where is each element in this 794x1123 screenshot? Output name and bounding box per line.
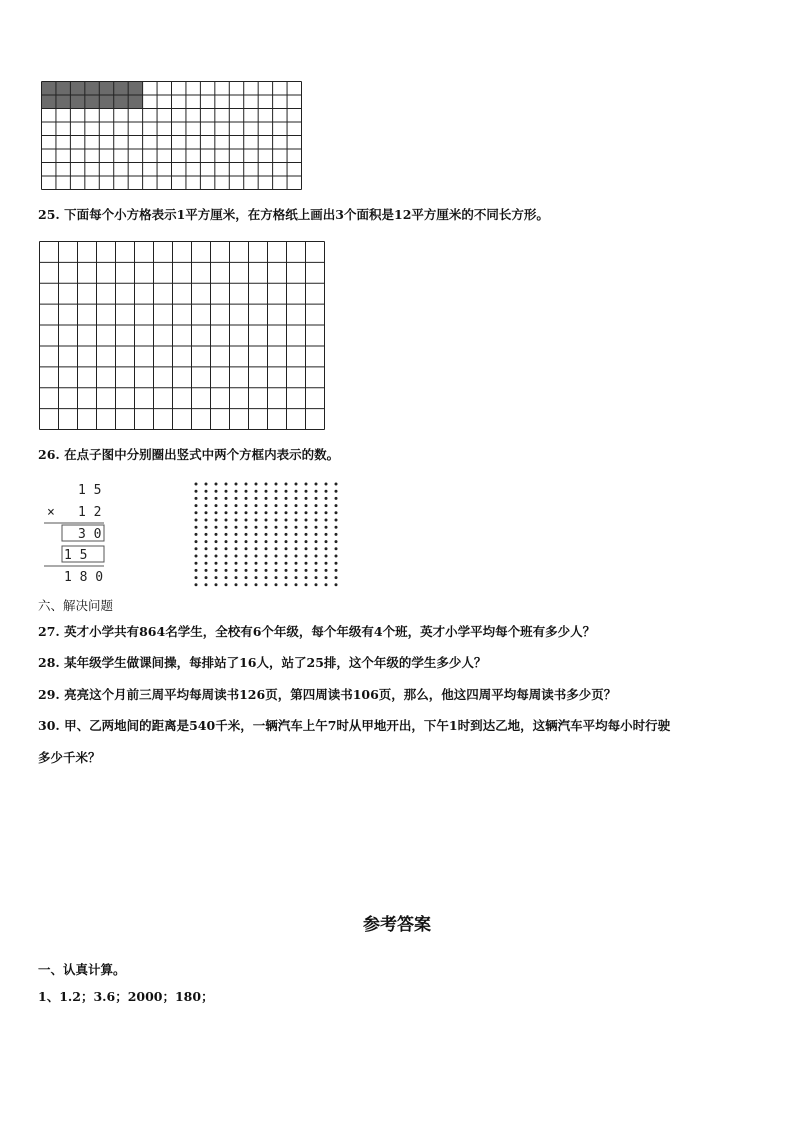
dot: [275, 497, 278, 500]
dot: [315, 583, 318, 586]
dot: [255, 555, 258, 558]
dot: [225, 511, 228, 514]
dot: [195, 569, 198, 572]
dot: [225, 583, 228, 586]
dot: [305, 562, 308, 565]
dot: [265, 490, 268, 493]
dot: [335, 562, 338, 565]
dot: [295, 497, 298, 500]
dot: [225, 504, 228, 507]
question-26: [38, 446, 339, 464]
dot: [245, 562, 248, 565]
dot: [245, 511, 248, 514]
dot: [305, 555, 308, 558]
dot: [325, 490, 328, 493]
dot: [195, 555, 198, 558]
question-25: [38, 206, 549, 224]
dot: [315, 490, 318, 493]
question-29: [38, 686, 616, 704]
dot: [245, 483, 248, 486]
dot: [195, 526, 198, 529]
question-30: [38, 717, 670, 735]
dot: [215, 583, 218, 586]
dot: [325, 526, 328, 529]
dot: [215, 497, 218, 500]
dot: [195, 583, 198, 586]
dot: [255, 497, 258, 500]
dot: [315, 504, 318, 507]
q24-shaded-grid: [41, 81, 303, 191]
dot: [295, 583, 298, 586]
dot: [305, 526, 308, 529]
dot: [265, 569, 268, 572]
question-27: [38, 623, 595, 641]
dot: [235, 576, 238, 579]
dot: [215, 547, 218, 550]
dot: [275, 576, 278, 579]
dot: [205, 583, 208, 586]
dot: [225, 540, 228, 543]
dot: [295, 526, 298, 529]
dot: [305, 497, 308, 500]
dot: [235, 526, 238, 529]
dot: [265, 583, 268, 586]
dot: [255, 519, 258, 522]
dot: [215, 526, 218, 529]
dot: [305, 576, 308, 579]
dot: [225, 490, 228, 493]
dot: [235, 562, 238, 565]
calc-multiply-sign: ×: [47, 505, 55, 520]
dot: [285, 555, 288, 558]
dot: [225, 576, 228, 579]
dot: [225, 562, 228, 565]
question-30-line2: 多少千米？: [38, 750, 101, 765]
dot: [305, 533, 308, 536]
calc-multiplier: 1 2: [78, 505, 102, 520]
dot: [255, 547, 258, 550]
dot: [255, 533, 258, 536]
dot: [235, 555, 238, 558]
dot: [215, 504, 218, 507]
dot: [195, 497, 198, 500]
dot: [195, 483, 198, 486]
dot: [315, 540, 318, 543]
dot: [215, 483, 218, 486]
dot: [205, 562, 208, 565]
dot: [305, 483, 308, 486]
dot: [265, 562, 268, 565]
dot: [195, 576, 198, 579]
dot: [215, 555, 218, 558]
dot: [275, 555, 278, 558]
question-26-text: 在点子图中分别圈出竖式中两个方框内表示的数。: [64, 447, 340, 462]
dot: [235, 504, 238, 507]
dot: [275, 504, 278, 507]
dot: [285, 583, 288, 586]
dot: [245, 547, 248, 550]
dot: [205, 576, 208, 579]
dot: [325, 497, 328, 500]
question-30-text-line1: 甲、乙两地间的距离是540千米，一辆汽车上午7时从甲地开出，下午1时到达乙地，这辆汽车平均每小时行驶: [64, 718, 671, 733]
calc-box-2-value: 1 5: [64, 548, 88, 563]
dot: [305, 540, 308, 543]
dot: [335, 504, 338, 507]
dot: [335, 511, 338, 514]
dot: [275, 533, 278, 536]
dot: [325, 569, 328, 572]
dot: [265, 504, 268, 507]
question-29-number: 29.: [38, 687, 60, 702]
dot: [205, 511, 208, 514]
dot: [325, 547, 328, 550]
question-25-number: 25.: [38, 207, 60, 222]
dot: [335, 555, 338, 558]
dot: [235, 511, 238, 514]
dot: [205, 497, 208, 500]
dot: [235, 497, 238, 500]
dot: [285, 547, 288, 550]
dot: [295, 540, 298, 543]
dot: [285, 533, 288, 536]
dot: [315, 533, 318, 536]
dot: [325, 504, 328, 507]
dot: [225, 497, 228, 500]
dot: [275, 483, 278, 486]
dot: [325, 562, 328, 565]
answers-title: 参考答案: [363, 915, 431, 935]
dot: [295, 490, 298, 493]
dot: [265, 483, 268, 486]
dot: [295, 533, 298, 536]
dot: [275, 562, 278, 565]
dot: [285, 483, 288, 486]
dot: [255, 583, 258, 586]
dot: [225, 483, 228, 486]
dot: [315, 511, 318, 514]
dot: [335, 497, 338, 500]
dot: [245, 583, 248, 586]
dot: [305, 547, 308, 550]
dot: [215, 511, 218, 514]
dot: [315, 576, 318, 579]
dot: [305, 511, 308, 514]
dot: [235, 547, 238, 550]
dot: [205, 547, 208, 550]
dot: [315, 562, 318, 565]
dot: [335, 483, 338, 486]
dot: [335, 569, 338, 572]
dot: [245, 504, 248, 507]
dot: [295, 504, 298, 507]
dot: [295, 483, 298, 486]
dot: [315, 497, 318, 500]
dot: [335, 547, 338, 550]
dot: [335, 519, 338, 522]
dot: [195, 504, 198, 507]
dot: [275, 511, 278, 514]
dot: [295, 547, 298, 550]
dot: [225, 533, 228, 536]
answers-line-1: 1、1.2；3.6；2000；180；: [38, 989, 214, 1004]
dot: [295, 519, 298, 522]
dot: [325, 533, 328, 536]
dot: [235, 490, 238, 493]
question-29-text: 亮亮这个月前三周平均每周读书126页，第四周读书106页，那么，他这四周平均每周读书多少页？: [64, 687, 617, 702]
dot: [285, 511, 288, 514]
dot: [195, 540, 198, 543]
calc-box-1-value: 3 0: [78, 527, 102, 542]
dot: [245, 497, 248, 500]
dot: [215, 519, 218, 522]
dot: [265, 540, 268, 543]
dot: [215, 576, 218, 579]
dot: [295, 576, 298, 579]
dot: [215, 562, 218, 565]
dot: [255, 562, 258, 565]
dot: [215, 569, 218, 572]
dot: [275, 547, 278, 550]
dot: [325, 483, 328, 486]
question-30-number: 30.: [38, 718, 60, 733]
dot: [245, 533, 248, 536]
dot: [255, 576, 258, 579]
dot: [325, 583, 328, 586]
dot: [205, 490, 208, 493]
dot: [255, 490, 258, 493]
dot: [265, 533, 268, 536]
dot: [255, 540, 258, 543]
dot: [255, 511, 258, 514]
dot: [235, 533, 238, 536]
dot: [205, 533, 208, 536]
dot: [225, 526, 228, 529]
dot: [335, 490, 338, 493]
dot: [265, 576, 268, 579]
dot: [245, 555, 248, 558]
dot: [235, 540, 238, 543]
dot: [315, 519, 318, 522]
dot: [255, 483, 258, 486]
dot: [245, 540, 248, 543]
dot: [265, 555, 268, 558]
dot: [265, 497, 268, 500]
question-27-text: 英才小学共有864名学生，全校有6个年级，每个年级有4个班，英才小学平均每个班有多少人？: [64, 624, 596, 639]
dot: [285, 519, 288, 522]
dot: [285, 576, 288, 579]
dot: [275, 583, 278, 586]
dot: [315, 483, 318, 486]
dot: [305, 490, 308, 493]
dot: [195, 562, 198, 565]
dot: [245, 569, 248, 572]
dot: [235, 483, 238, 486]
dot: [195, 490, 198, 493]
dot: [285, 540, 288, 543]
question-28-text: 某年级学生做课间操，每排站了16人，站了25排，这个年级的学生多少人？: [64, 655, 487, 670]
dot: [305, 569, 308, 572]
dot: [335, 576, 338, 579]
dot: [235, 583, 238, 586]
dot-grid[interactable]: [193, 481, 341, 589]
dot: [205, 555, 208, 558]
dot: [265, 526, 268, 529]
dot: [215, 540, 218, 543]
dot: [195, 547, 198, 550]
dot: [245, 526, 248, 529]
dot: [265, 511, 268, 514]
dot: [275, 569, 278, 572]
dot: [325, 511, 328, 514]
dot: [255, 526, 258, 529]
dot: [335, 540, 338, 543]
dot: [325, 576, 328, 579]
dot: [205, 569, 208, 572]
question-28-number: 28.: [38, 655, 60, 670]
dot: [325, 540, 328, 543]
dot: [335, 526, 338, 529]
dot: [205, 540, 208, 543]
dot: [295, 569, 298, 572]
dot: [225, 555, 228, 558]
dot: [205, 504, 208, 507]
dot: [305, 583, 308, 586]
dot: [295, 511, 298, 514]
section-6-heading: 六、解决问题: [38, 598, 114, 613]
dot: [275, 490, 278, 493]
dot: [335, 533, 338, 536]
question-25-text: 下面每个小方格表示1平方厘米，在方格纸上画出3个面积是12平方厘米的不同长方形。: [64, 207, 549, 222]
dot: [285, 490, 288, 493]
dot: [295, 555, 298, 558]
question-27-number: 27.: [38, 624, 60, 639]
dot: [285, 569, 288, 572]
dot: [215, 533, 218, 536]
dot: [265, 519, 268, 522]
dot: [285, 504, 288, 507]
dot: [225, 519, 228, 522]
calc-multiplicand: 1 5: [78, 483, 102, 498]
dot: [285, 526, 288, 529]
dot: [245, 519, 248, 522]
dot: [225, 547, 228, 550]
dot: [275, 526, 278, 529]
q25-square-grid[interactable]: [39, 241, 326, 431]
dot: [285, 562, 288, 565]
dot: [205, 483, 208, 486]
dot: [205, 526, 208, 529]
dot: [275, 519, 278, 522]
dot: [245, 490, 248, 493]
dot: [235, 519, 238, 522]
dot: [285, 497, 288, 500]
dot: [325, 519, 328, 522]
question-28: [38, 654, 486, 672]
dot: [305, 504, 308, 507]
dot: [265, 547, 268, 550]
vertical-multiplication: [40, 478, 120, 588]
dot: [215, 490, 218, 493]
dot: [255, 569, 258, 572]
dot: [255, 504, 258, 507]
dot: [315, 555, 318, 558]
dot: [295, 562, 298, 565]
dot: [275, 540, 278, 543]
dot: [315, 526, 318, 529]
dot: [315, 547, 318, 550]
dot: [195, 533, 198, 536]
dot: [235, 569, 238, 572]
dot: [205, 519, 208, 522]
dot: [225, 569, 228, 572]
question-26-number: 26.: [38, 447, 60, 462]
dot: [315, 569, 318, 572]
dot: [195, 519, 198, 522]
dot: [245, 576, 248, 579]
dot: [325, 555, 328, 558]
calc-result: 1 8 0: [64, 570, 104, 585]
dot: [305, 519, 308, 522]
dot: [195, 511, 198, 514]
answers-section-1: 一、认真计算。: [38, 962, 126, 977]
dot: [335, 583, 338, 586]
